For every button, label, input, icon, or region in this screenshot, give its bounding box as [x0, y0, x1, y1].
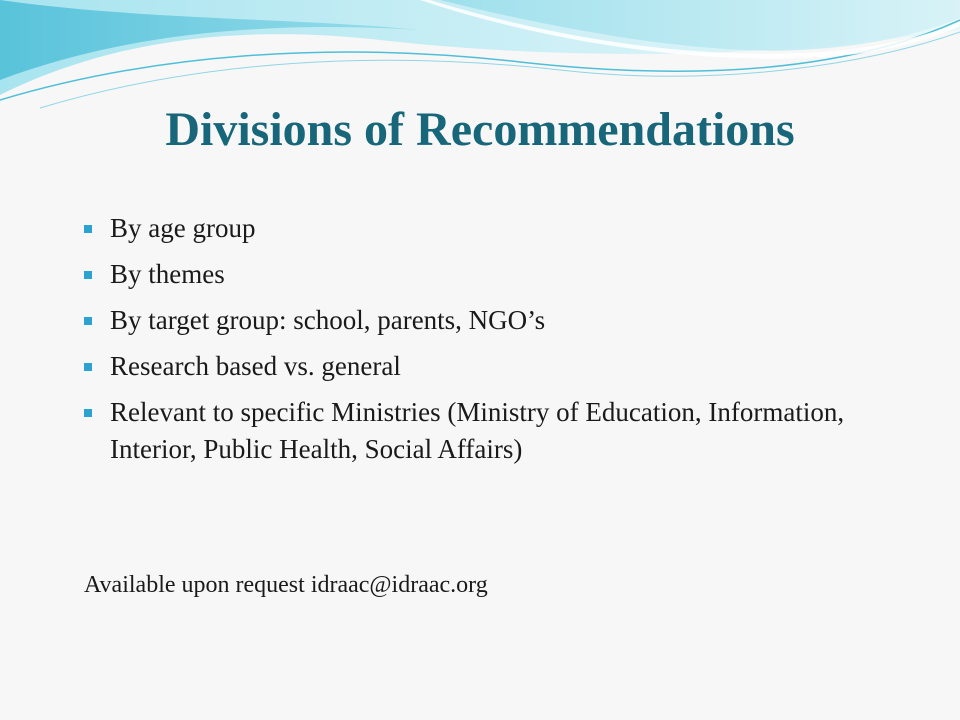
- bullet-item: [84, 302, 884, 339]
- availability-note: Available upon request idraac@idraac.org: [84, 572, 488, 598]
- bullet-item: [84, 394, 884, 468]
- square-bullet-icon: [84, 409, 92, 417]
- bullet-list: [84, 210, 884, 477]
- bullet-text: Relevant to specific Ministries (Ministry of Education, Information, Interior, Public Health, Social Affairs): [110, 397, 845, 464]
- bullet-text: By themes: [110, 259, 225, 289]
- slide-title: Divisions of Recommendations: [165, 103, 795, 156]
- bullet-text: Research based vs. general: [110, 351, 401, 381]
- square-bullet-icon: [84, 363, 92, 371]
- bullet-text: By target group: school, parents, NGO’s: [110, 305, 546, 335]
- square-bullet-icon: [84, 271, 92, 279]
- square-bullet-icon: [84, 317, 92, 325]
- bullet-text: By age group: [110, 213, 256, 243]
- bullet-item: [84, 210, 884, 247]
- bullet-item: [84, 348, 884, 385]
- bullet-item: [84, 256, 884, 293]
- square-bullet-icon: [84, 225, 92, 233]
